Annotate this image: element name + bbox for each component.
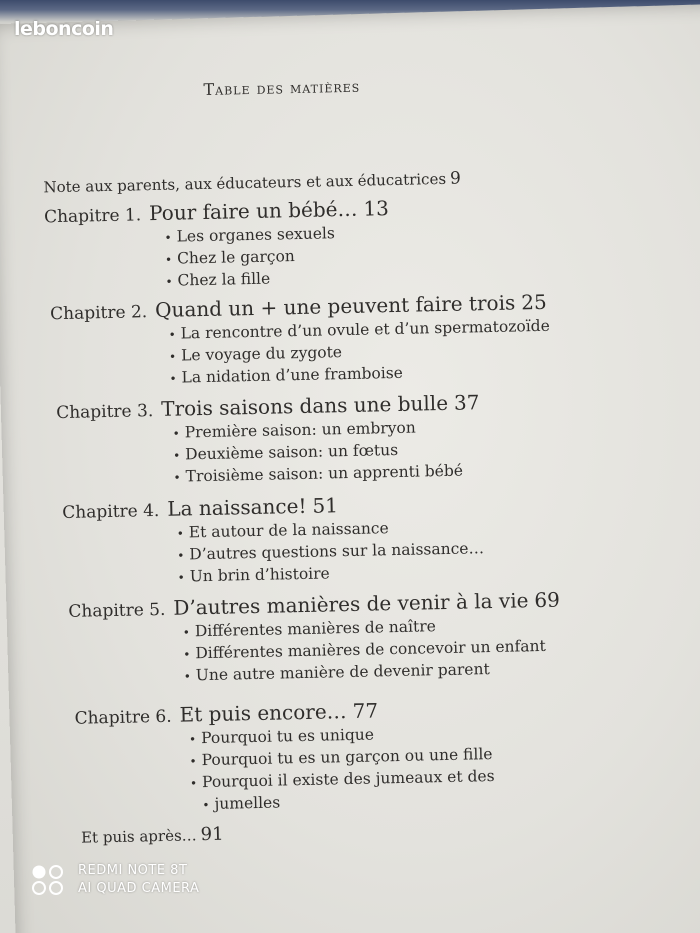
after-text: Et puis après… [80,826,197,847]
chapter-number: Chapitre 4. [62,500,160,524]
chapter-page: 69 [534,587,561,613]
chapter-4 [62,490,485,591]
list-item: • D’autres questions sur la naissance… [177,538,484,566]
chapter-2 [50,290,551,392]
toc-note [43,169,461,198]
list-item: • Pourquoi tu es unique [189,722,494,750]
watermark-camera: AI QUAD CAMERA [78,881,200,896]
camera-lens-icon [30,864,66,896]
chapter-page: 37 [453,390,480,415]
note-text: Note aux parents, aux éducateurs et aux éducatrices [43,169,447,197]
watermark-model: REDMI NOTE 8T [78,863,188,878]
list-item: • Et autour de la naissance [177,516,484,544]
chapter-title: Trois saisons dans une bulle [160,390,449,421]
chapter-number: Chapitre 6. [74,706,172,729]
chapter-items [75,722,495,819]
list-item: • Le voyage du zygote [169,338,551,368]
list-item-continuation: • jumelles [190,788,495,816]
chapter-number: Chapitre 3. [56,401,154,424]
chapter-1 [44,196,391,295]
chapter-number: Chapitre 1. [43,205,142,228]
list-item: • La rencontre d’un ovule et d’un spermatozoïde [168,316,550,346]
chapter-title: La naissance! [167,493,307,521]
chapter-title: Quand un + une peuvent faire trois [154,290,516,323]
list-item: • Deuxième saison: un fœtus [173,438,481,466]
chapter-page: 13 [363,196,390,221]
chapter-items [63,516,485,591]
list-item: • Les organes sexuels [164,222,389,249]
leboncoin-logo: leboncoin [14,18,114,40]
watermark-text [78,862,199,898]
note-page: 9 [449,168,462,189]
toc-heading: Table des matières [203,76,361,99]
chapter-number: Chapitre 5. [68,599,166,622]
chapter-3 [56,390,481,491]
list-item: • Un brin d’histoire [177,560,484,588]
toc-after [81,824,224,848]
list-item: • La nidation d’une framboise [169,360,551,390]
list-item: • Chez la fille [165,266,390,293]
chapter-page: 51 [312,493,339,518]
chapter-5 [68,588,561,690]
chapter-number: Chapitre 2. [49,302,148,325]
chapter-items [44,222,390,295]
after-page: 91 [200,823,224,846]
chapter-page: 25 [520,289,547,315]
chapter-title: Et puis encore… [179,699,347,727]
list-item: • Troisième saison: un apprenti bébé [173,460,481,488]
chapter-title: D’autres manières de venir à la vie [173,588,529,620]
list-item: • Première saison: un embryon [172,416,480,444]
list-item: • Différentes manières de concevoir un enfant [183,636,561,666]
chapter-6 [74,696,495,819]
chapter-items [50,316,551,392]
chapter-items [56,416,481,491]
list-item: • Une autre manière de devenir parent [184,658,562,688]
list-item: • Pourquoi tu es un garçon ou une fille [189,744,494,772]
list-item: • Chez le garçon [165,244,390,271]
list-item: • Pourquoi il existe des jumeaux et des [190,766,495,794]
chapter-title: Pour faire un bébé… [148,196,358,226]
chapter-items [69,614,562,690]
list-item: • Différentes manières de naître [183,614,561,644]
chapter-page: 77 [352,698,379,723]
